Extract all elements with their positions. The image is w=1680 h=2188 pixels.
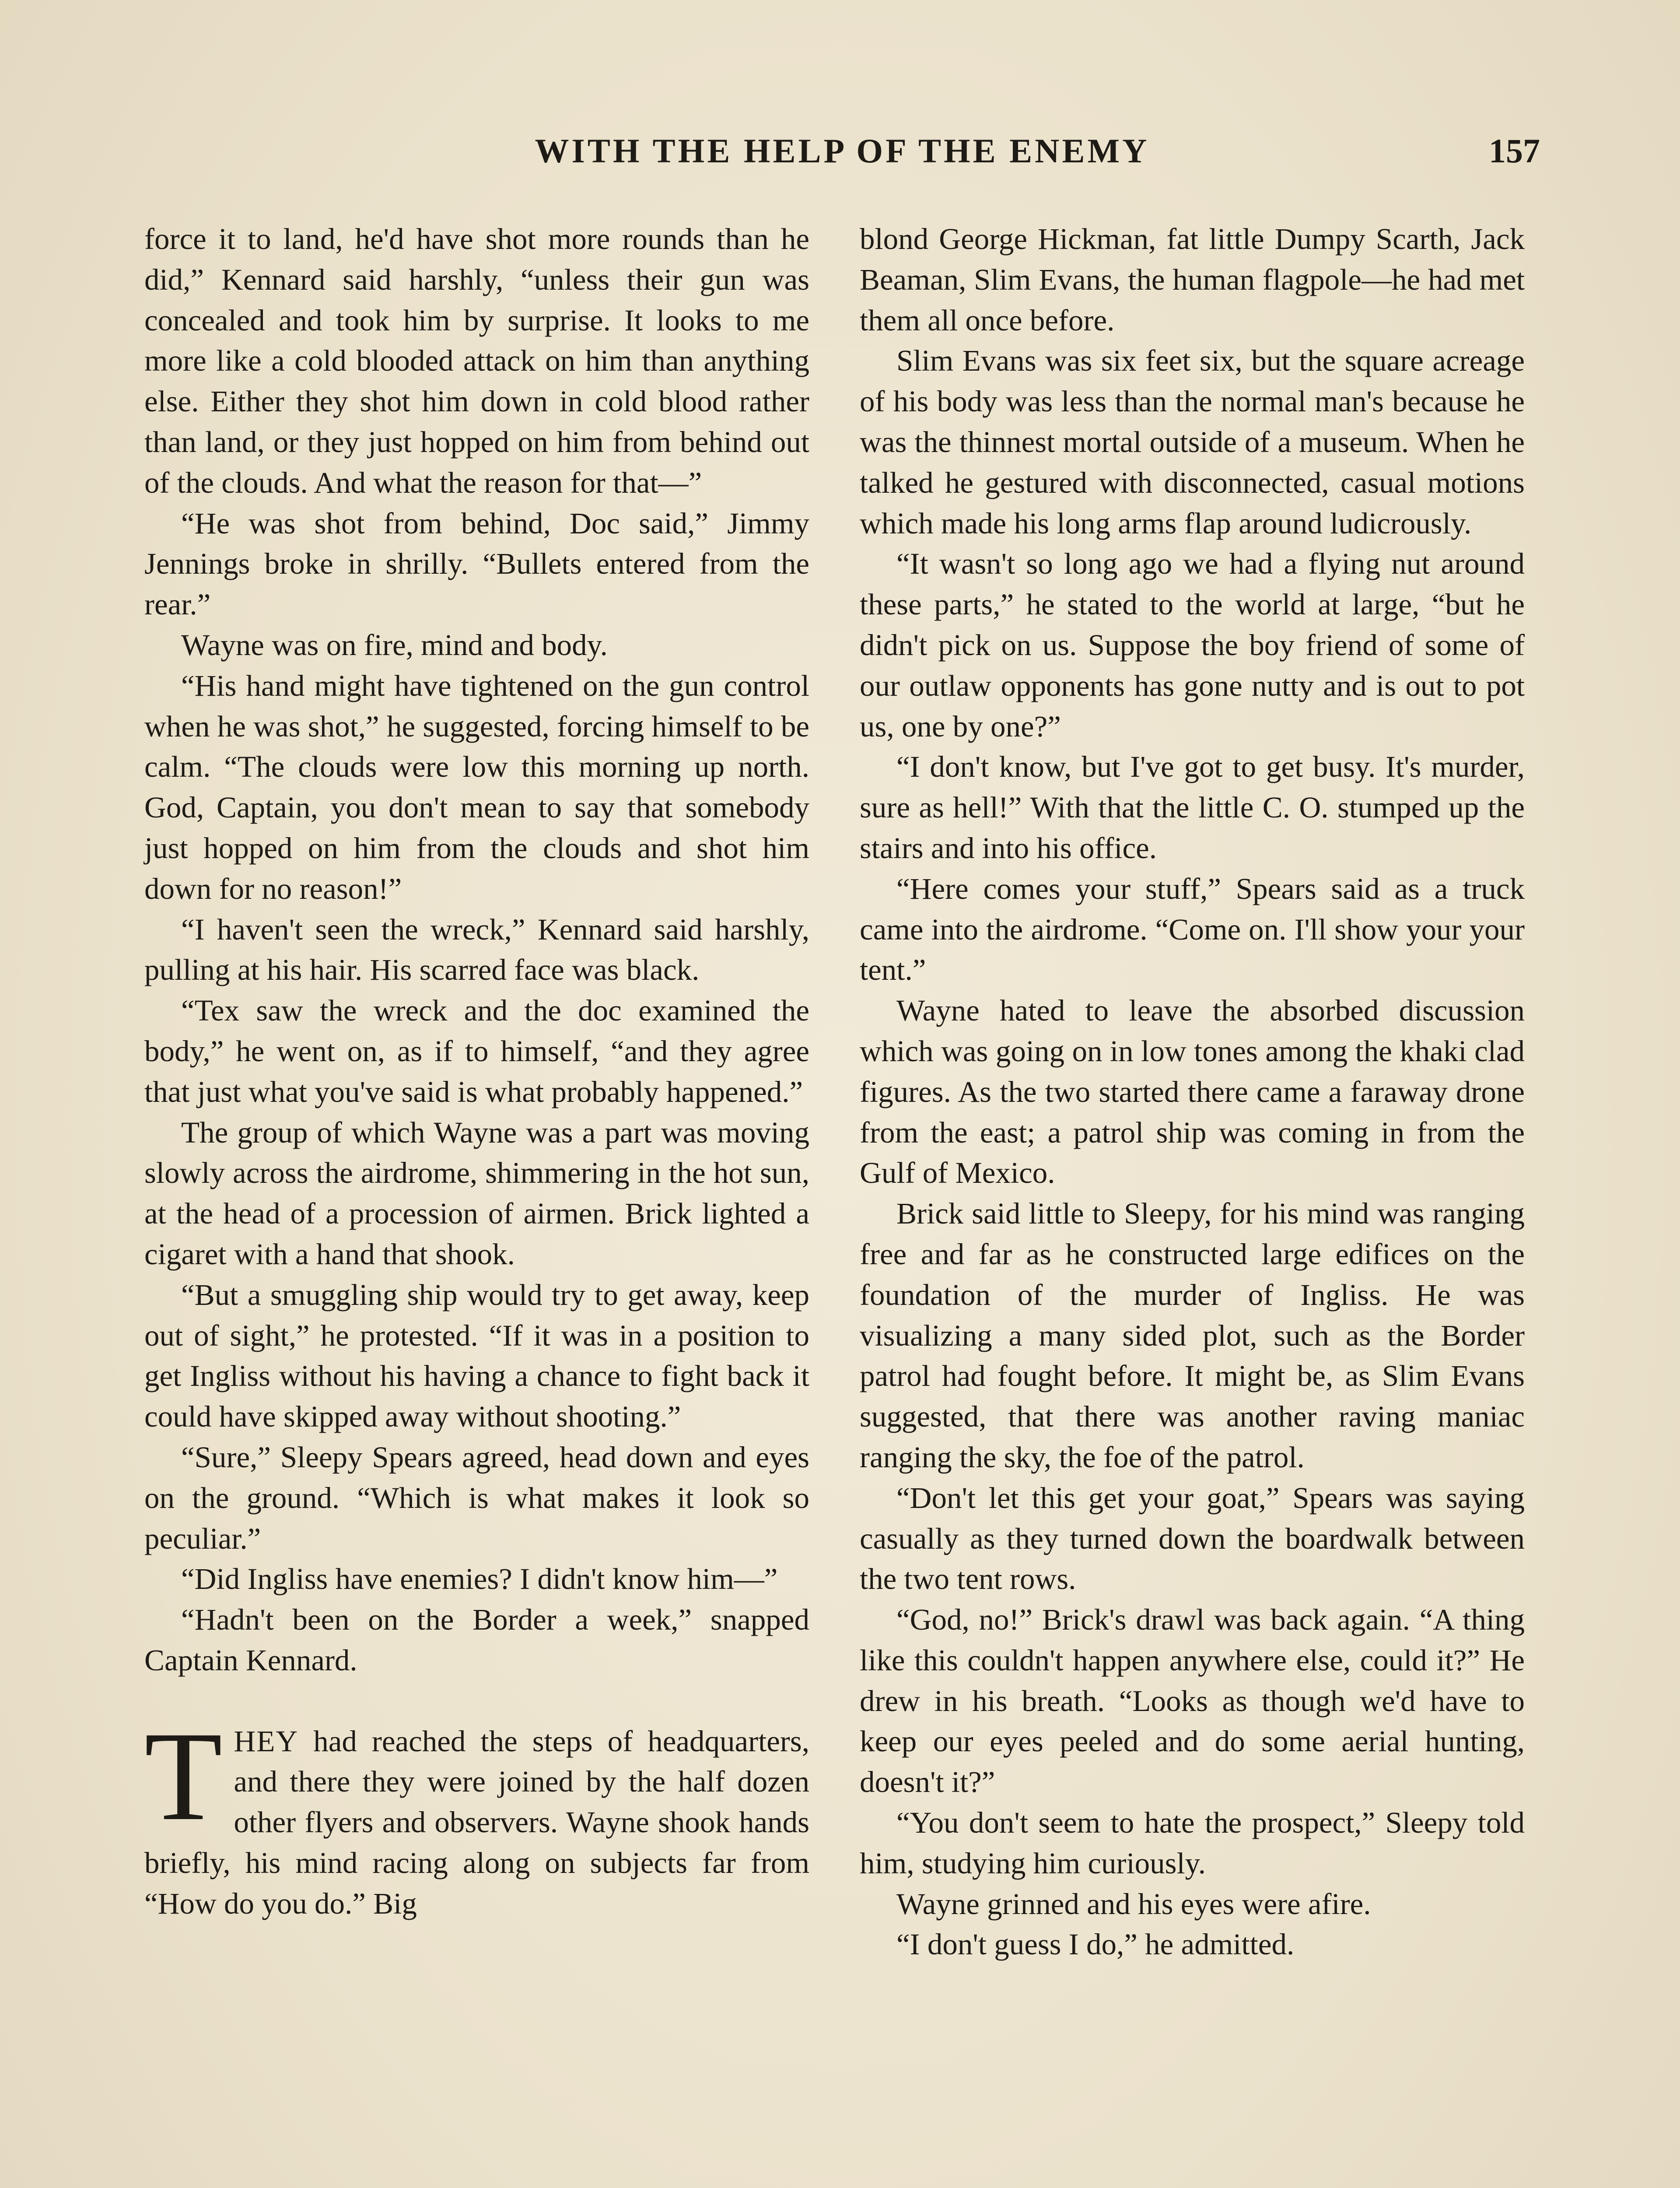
paragraph: Wayne was on fire, mind and body.	[181, 628, 608, 662]
paragraph-text: had reached the steps of headquarters, and there they were joined by the half dozen other flyers and observers. Wayne shook hands briefly, his mind racing along on subjects far from “How do you do.” Big	[144, 1724, 809, 1920]
paragraph: “Sure,” Sleepy Spears agreed, head down and eyes on the ground. “Which is what makes it look so peculiar.”	[144, 1440, 809, 1555]
paragraph: “But a smuggling ship would try to get away, keep out of sight,” he protested. “If it was in a position to get Ingliss without his having a chance to fight back it could have skipped away without shooting.”	[144, 1278, 809, 1434]
paragraph: “Did Ingliss have enemies? I didn't know him—”	[181, 1562, 778, 1596]
paragraph: Wayne hated to leave the absorbed discussion which was going on in low tones among the khaki clad figures. As the two started there came a faraway drone from the east; a patrol ship was coming in from the Gulf of Mexico.	[860, 994, 1525, 1190]
page-number: 157	[1489, 132, 1540, 170]
paragraph: “Hadn't been on the Border a week,” snapped Captain Kennard.	[144, 1603, 809, 1677]
section-opening-paragraph	[144, 1705, 809, 1924]
paragraph: “It wasn't so long ago we had a flying nut around these parts,” he stated to the world at large, “but he didn't pick on us. Suppose the boy friend of some of our outlaw opponents has gone nutty and is out to pot us, one by one?”	[860, 547, 1525, 743]
paragraph: “Don't let this get your goat,” Spears was saying casually as they turned down the boardwalk between the two tent rows.	[860, 1481, 1525, 1596]
paragraph: “I don't know, but I've got to get busy. It's murder, sure as hell!” With that the little C. O. stumped up the stairs and into his office.	[860, 750, 1525, 865]
paragraph: “Here comes your stuff,” Spears said as a truck came into the airdrome. “Come on. I'll show your your tent.”	[860, 872, 1525, 987]
left-column	[144, 219, 809, 1924]
paragraph: Slim Evans was six feet six, but the square acreage of his body was less than the normal man's because he was the thinnest mortal outside of a museum. When he talked he gestured with disconnected, casual motions which made his long arms flap around ludicrously.	[860, 344, 1525, 540]
paragraph: “You don't seem to hate the prospect,” Sleepy told him, studying him curiously.	[860, 1806, 1525, 1880]
drop-cap: T	[144, 1705, 223, 1847]
small-caps-run: HEY	[234, 1724, 299, 1758]
paragraph: “His hand might have tightened on the gun control when he was shot,” he suggested, forcing himself to be calm. “The clouds were low this morning up north. God, Captain, you don't mean to say that somebody just hopped on him from the clouds and shot him down for no reason!”	[144, 669, 809, 905]
right-column	[860, 219, 1525, 1965]
paragraph: “God, no!” Brick's drawl was back again. “A thing like this couldn't happen anywhere else, could it?” He drew in his breath. “Looks as though we'd have to keep our eyes peeled and do some aerial hunting, doesn't it?”	[860, 1603, 1525, 1799]
paragraph: “Tex saw the wreck and the doc examined the body,” he went on, as if to himself, “and they agree that just what you've said is what probably happened.”	[144, 994, 809, 1108]
paragraph: “I haven't seen the wreck,” Kennard said harshly, pulling at his hair. His scarred face was black.	[144, 912, 809, 987]
paragraph: “He was shot from behind, Doc said,” Jimmy Jennings broke in shrilly. “Bullets entered from the rear.”	[144, 506, 809, 621]
paragraph: “I don't guess I do,” he admitted.	[896, 1928, 1295, 1961]
paragraph: Wayne grinned and his eyes were afire.	[896, 1887, 1371, 1921]
paragraph: force it to land, he'd have shot more rounds than he did,” Kennard said harshly, “unless their gun was concealed and took him by surprise. It looks to me more like a cold blooded attack on him than anything else. Either they shot him down in cold blood rather than land, or they just hopped on him from behind out of the clouds. And what the reason for that—”	[144, 222, 809, 499]
paragraph: Brick said little to Sleepy, for his mind was ranging free and far as he constructed large edifices on the foundation of the murder of Ingliss. He was visualizing a many sided plot, such as the Border patrol had fought before. It might be, as Slim Evans suggested, that there was another raving maniac ranging the sky, the foe of the patrol.	[860, 1197, 1525, 1474]
page-header	[144, 131, 1540, 179]
paragraph: The group of which Wayne was a part was moving slowly across the airdrome, shimmering in the hot sun, at the head of a procession of airmen. Brick lighted a cigaret with a hand that shook.	[144, 1115, 809, 1271]
paragraph: blond George Hickman, fat little Dumpy Scarth, Jack Beaman, Slim Evans, the human flagpole—he had met them all once before.	[860, 222, 1525, 337]
running-title: WITH THE HELP OF THE ENEMY	[535, 132, 1150, 170]
